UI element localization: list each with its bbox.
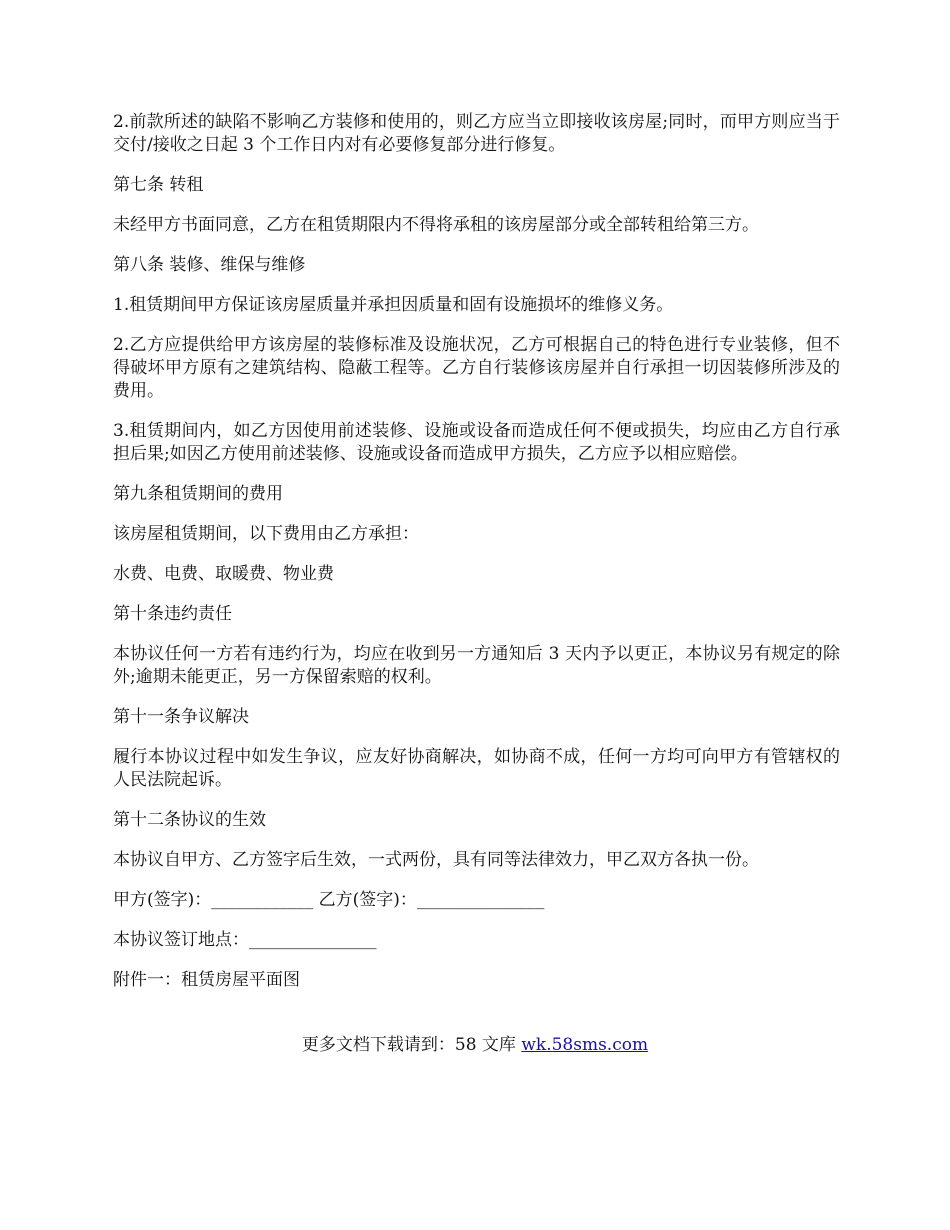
paragraph-dispute: 履行本协议过程中如发生争议，应友好协商解决，如协商不成，任何一方均可向甲方有管辖权的人民法院起诉。 <box>113 747 840 790</box>
paragraph-maintenance-2: 2.乙方应提供给甲方该房屋的装修标准及设施状况，乙方可根据自己的特色进行专业装修，但不得破坏甲方原有之建筑结构、隐蔽工程等。乙方自行装修该房屋并自行承担一切因装修所涉及的费用。 <box>113 335 840 401</box>
paragraph-defect-clause: 2.前款所述的缺陷不影响乙方装修和使用的，则乙方应当立即接收该房屋;同时，而甲方则应当于交付/接收之日起 3 个工作日内对有必要修复部分进行修复。 <box>113 112 840 155</box>
paragraph-sublease: 未经甲方书面同意，乙方在租赁期限内不得将承租的该房屋部分或全部转租给第三方。 <box>113 215 759 235</box>
heading-article-11: 第十一条争议解决 <box>113 707 249 727</box>
paragraph-expenses-intro: 该房屋租赁期间，以下费用由乙方承担： <box>113 524 419 544</box>
document-body <box>113 111 840 1009</box>
footer-prefix: 更多文档下载请到：58 文库 <box>301 1035 522 1055</box>
paragraph-expenses-list: 水费、电费、取暖费、物业费 <box>113 564 334 584</box>
footer-link[interactable]: wk.58sms.com <box>521 1035 649 1055</box>
paragraph-breach: 本协议任何一方若有违约行为，均应在收到另一方通知后 3 天内予以更正，本协议另有规定的除外;逾期未能更正，另一方保留索赔的权利。 <box>113 644 840 687</box>
heading-article-9: 第九条租赁期间的费用 <box>113 484 283 504</box>
attachment-line: 附件一：租赁房屋平面图 <box>113 970 300 990</box>
signature-line: 甲方(签字)：____________ 乙方(签字)：_______________ <box>113 890 545 910</box>
paragraph-effect: 本协议自甲方、乙方签字后生效，一式两份，具有同等法律效力，甲乙双方各执一份。 <box>113 850 759 870</box>
heading-article-12: 第十二条协议的生效 <box>113 810 266 830</box>
heading-article-8: 第八条 装修、维保与维修 <box>113 255 306 275</box>
signing-location-line: 本协议签订地点：_______________ <box>113 930 377 950</box>
footer <box>0 1034 950 1057</box>
heading-article-10: 第十条违约责任 <box>113 604 232 624</box>
paragraph-maintenance-3: 3.租赁期间内，如乙方因使用前述装修、设施或设备而造成任何不便或损失，均应由乙方自行承担后果;如因乙方使用前述装修、设施或设备而造成甲方损失，乙方应予以相应赔偿。 <box>113 421 840 464</box>
heading-article-7: 第七条 转租 <box>113 175 204 195</box>
paragraph-maintenance-1: 1.租赁期间甲方保证该房屋质量并承担因质量和固有设施损坏的维修义务。 <box>113 295 674 315</box>
